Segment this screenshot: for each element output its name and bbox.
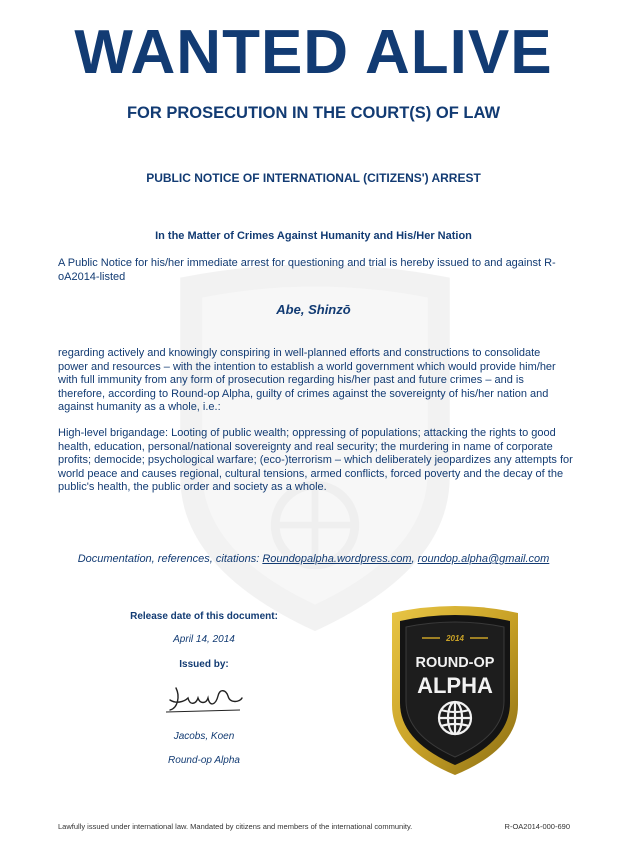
issuer-organization: Round-op Alpha bbox=[168, 755, 240, 766]
page-title: WANTED ALIVE bbox=[74, 18, 553, 87]
globe-icon bbox=[439, 702, 471, 734]
notice-heading: PUBLIC NOTICE OF INTERNATIONAL (CITIZENS') ARREST bbox=[146, 171, 481, 185]
matter-heading: In the Matter of Crimes Against Humanity and His/Her Nation bbox=[155, 230, 472, 242]
seal-line1-text: ROUND-OP bbox=[415, 655, 495, 671]
round-op-alpha-seal bbox=[388, 605, 522, 777]
seal-year-text: 2014 bbox=[446, 634, 464, 643]
issued-by-label: Issued by: bbox=[179, 659, 229, 670]
signature-image bbox=[162, 678, 246, 720]
issuer-name: Jacobs, Koen bbox=[173, 731, 235, 742]
release-date-label: Release date of this document: bbox=[130, 611, 278, 622]
release-date-value: April 14, 2014 bbox=[173, 634, 235, 645]
person-name: Abe, Shinzō bbox=[276, 302, 351, 317]
regarding-paragraph: regarding actively and knowingly conspiring in well-planned efforts and constructions to consolidate power and resources – with the intention to establish a world government which would provide him/her with full immunity from any form of prosecution regarding his/her past and future crimes – and is therefore, according to Round-op Alpha, guilty of crimes against the sovereignty of his/her nation and against humanity as a whole, i.e.: bbox=[58, 347, 556, 414]
documentation-line bbox=[0, 553, 627, 565]
intro-paragraph: A Public Notice for his/her immediate arrest for questioning and trial is hereby issued to and against R-oA2014-listed bbox=[58, 257, 556, 283]
page-subtitle: FOR PROSECUTION IN THE COURT(S) OF LAW bbox=[126, 104, 501, 122]
brigandage-paragraph: High-level brigandage: Looting of public wealth; oppressing of populations; attacking the rights to good health, education, personal/national sovereignty and real security; the murdering in name of corporate profits; democide; psychological warfare; (eco-)terrorism – which deliberately jeopardizes any attempts for world peace and causes regional, cultural tensions, armed conflicts, forced poverty and the decay of the public's health, the public order and society as a whole. bbox=[58, 427, 573, 494]
footer-document-id: R-OA2014-000-690 bbox=[504, 822, 570, 831]
documentation-label: Documentation, references, citations: bbox=[77, 553, 260, 565]
link-separator: , bbox=[411, 553, 415, 565]
footer-legal-text: Lawfully issued under international law. Mandated by citizens and members of the international community. bbox=[58, 822, 413, 831]
seal-line2-text: ALPHA bbox=[417, 673, 493, 698]
email-link[interactable]: roundop.alpha@gmail.com bbox=[417, 553, 550, 565]
website-link[interactable]: Roundopalpha.wordpress.com bbox=[262, 553, 412, 565]
